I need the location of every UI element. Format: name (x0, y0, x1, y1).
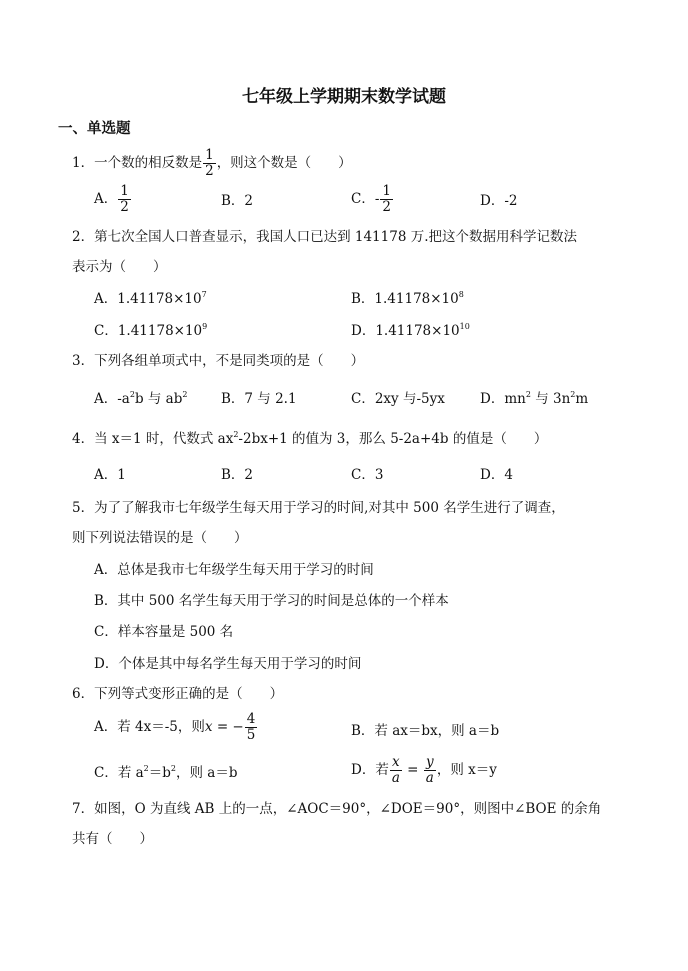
section-heading: 一、单选题 (58, 120, 131, 137)
q5-option-a: A．总体是我市七年级学生每天用于学习的时间 (94, 562, 374, 578)
q3-option-c: C．2xy 与-5yx (351, 391, 445, 407)
q1-option-a-fraction: $\frac{1}{2}$ (120, 183, 129, 215)
question-1 (72, 148, 352, 179)
question-1-tail: ，则这个数是（ ） (216, 155, 352, 171)
q5-option-d: D．个体是其中每名学生每天用于学习的时间 (94, 656, 362, 672)
question-1-text: 1．一个数的相反数是 (72, 155, 203, 171)
q2-option-b: B．$1.41178\times 10^8$ (351, 290, 464, 307)
q2-option-a: A．$1.41178\times 10^7$ (94, 290, 207, 307)
q4-option-a: A．1 (94, 467, 126, 483)
question-3: 3．下列各组单项式中，不是同类项的是（ ） (72, 353, 365, 369)
q2-option-d: D．$1.41178\times 10^{10}$ (351, 322, 470, 339)
q2-option-c: C．$1.41178\times 10^9$ (94, 322, 208, 339)
q1-option-c-fraction: $\frac{1}{2}$ (382, 183, 391, 215)
q3-option-a: A．$-a^2b$ 与 $ab^2$ (94, 390, 188, 407)
question-7-line-1: 7．如图，O 为直线 AB 上的一点，∠AOC＝90°，∠DOE＝90°，则图中∠BOE 的余角 (72, 801, 602, 817)
q6-option-d: D．若 $\frac{x}{a}$ = $\frac{y}{a}$ ，则 x＝y (351, 754, 497, 786)
q4-option-b: B．2 (221, 467, 254, 483)
q1-option-b: B．2 (221, 193, 254, 209)
q6-option-b: B．若 ax＝bx，则 a＝b (351, 723, 500, 739)
q1-option-d: D．-2 (480, 193, 518, 209)
q4-option-c: C．3 (351, 467, 384, 483)
q6-option-a: A．若 4x＝-5，则x = − $\frac{4}{5}$ (94, 711, 256, 743)
question-6: 6．下列等式变形正确的是（ ） (72, 686, 284, 702)
q3-option-d: D．$mn^2$ 与 $3n^2m$ (480, 390, 589, 407)
q6-option-a-fraction: $\frac{4}{5}$ (246, 711, 256, 743)
question-5-line-2: 则下列说法错误的是（ ） (72, 530, 248, 546)
q3-option-b: B．7 与 2.1 (221, 391, 297, 407)
question-4: 4．当 x＝1 时，代数式 $ax^2-2bx+1$ 的值为 3，那么 5-2a+4b 的值是（ ） (72, 430, 548, 447)
question-1-fraction: $\frac{1}{2}$ (205, 147, 214, 179)
q5-option-b: B．其中 500 名学生每天用于学习的时间是总体的一个样本 (94, 593, 449, 609)
q1-option-c: C．- $\frac{1}{2}$ (351, 183, 391, 215)
q6-option-d-fraction-1: $\frac{x}{a}$ (391, 754, 400, 786)
q1-option-a: A． $\frac{1}{2}$ (94, 183, 129, 215)
q4-option-d: D．4 (480, 467, 513, 483)
question-2-line-1: 2．第七次全国人口普查显示，我国人口已达到 141178 万.把这个数据用科学记数法 (72, 229, 577, 245)
q6-option-c: C．若 $a^2=b^2$，则 a＝b (94, 764, 238, 781)
page-title: 七年级上学期期末数学试题 (242, 87, 446, 107)
q5-option-c: C．样本容量是 500 名 (94, 624, 234, 640)
question-7-line-2: 共有（ ） (72, 831, 153, 847)
q6-option-d-fraction-2: $\frac{y}{a}$ (425, 754, 434, 786)
question-2-line-2: 表示为（ ） (72, 259, 167, 275)
question-5-line-1: 5．为了了解我市七年级学生每天用于学习的时间,对其中 500 名学生进行了调查， (72, 500, 565, 516)
